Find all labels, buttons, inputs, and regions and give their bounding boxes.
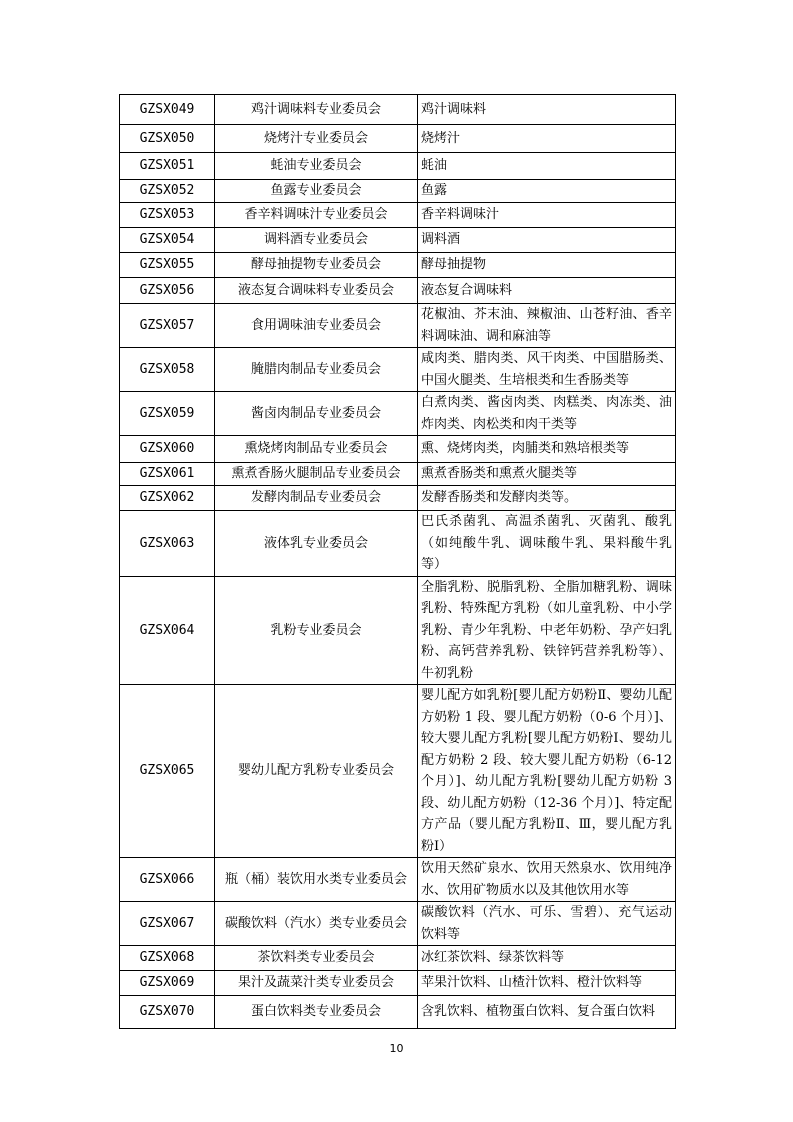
committee-code: GZSX057 <box>120 304 215 348</box>
committee-name: 腌腊肉制品专业委员会 <box>215 348 418 392</box>
table-row <box>120 486 676 511</box>
committee-code: GZSX067 <box>120 902 215 946</box>
committee-code: GZSX058 <box>120 348 215 392</box>
table-row <box>120 95 676 125</box>
committee-code: GZSX063 <box>120 511 215 577</box>
product-scope: 巴氏杀菌乳、高温杀菌乳、灭菌乳、酸乳（如纯酸牛乳、调味酸牛乳、果料酸牛乳等） <box>418 511 676 577</box>
product-scope: 蚝油 <box>418 153 676 180</box>
committee-code: GZSX053 <box>120 203 215 228</box>
committee-code: GZSX049 <box>120 95 215 125</box>
committee-code: GZSX062 <box>120 486 215 511</box>
committee-name: 鱼露专业委员会 <box>215 180 418 203</box>
committee-name: 发酵肉制品专业委员会 <box>215 486 418 511</box>
table-row <box>120 436 676 463</box>
committee-code: GZSX056 <box>120 278 215 304</box>
committee-code: GZSX066 <box>120 858 215 902</box>
table-row <box>120 278 676 304</box>
table-row <box>120 902 676 946</box>
committee-code: GZSX061 <box>120 463 215 486</box>
committee-name: 碳酸饮料（汽水）类专业委员会 <box>215 902 418 946</box>
committee-name: 婴幼儿配方乳粉专业委员会 <box>215 685 418 858</box>
committee-name: 蚝油专业委员会 <box>215 153 418 180</box>
committee-code: GZSX050 <box>120 125 215 153</box>
committee-code: GZSX068 <box>120 946 215 971</box>
committee-name: 食用调味油专业委员会 <box>215 304 418 348</box>
committee-name: 烧烤汁专业委员会 <box>215 125 418 153</box>
table-row <box>120 253 676 278</box>
committee-name: 茶饮料类专业委员会 <box>215 946 418 971</box>
table-row <box>120 511 676 577</box>
committee-table-body <box>120 95 676 1029</box>
product-scope: 含乳饮料、植物蛋白饮料、复合蛋白饮料 <box>418 996 676 1029</box>
table-row <box>120 463 676 486</box>
table-row <box>120 392 676 436</box>
committee-name: 乳粉专业委员会 <box>215 576 418 685</box>
product-scope: 全脂乳粉、脱脂乳粉、全脂加糖乳粉、调味乳粉、特殊配方乳粉（如儿童乳粉、中小学乳粉、青少年乳粉、中老年奶粉、孕产妇乳粉、高钙营养乳粉、铁锌钙营养乳粉等）、牛初乳粉 <box>418 576 676 685</box>
table-row <box>120 858 676 902</box>
table-row <box>120 125 676 153</box>
product-scope: 酵母抽提物 <box>418 253 676 278</box>
product-scope: 咸肉类、腊肉类、风干肉类、中国腊肠类、中国火腿类、生培根类和生香肠类等 <box>418 348 676 392</box>
committee-name: 酱卤肉制品专业委员会 <box>215 392 418 436</box>
committee-name: 瓶（桶）装饮用水类专业委员会 <box>215 858 418 902</box>
product-scope: 香辛料调味汁 <box>418 203 676 228</box>
product-scope: 饮用天然矿泉水、饮用天然泉水、饮用纯净水、饮用矿物质水以及其他饮用水等 <box>418 858 676 902</box>
product-scope: 白煮肉类、酱卤肉类、肉糕类、肉冻类、油炸肉类、肉松类和肉干类等 <box>418 392 676 436</box>
committee-code: GZSX052 <box>120 180 215 203</box>
committee-name: 蛋白饮料类专业委员会 <box>215 996 418 1029</box>
product-scope: 调料酒 <box>418 228 676 253</box>
committee-name: 鸡汁调味料专业委员会 <box>215 95 418 125</box>
committee-name: 熏烧烤肉制品专业委员会 <box>215 436 418 463</box>
committee-name: 酵母抽提物专业委员会 <box>215 253 418 278</box>
committee-code: GZSX069 <box>120 971 215 996</box>
committee-code: GZSX051 <box>120 153 215 180</box>
product-scope: 发酵香肠类和发酵肉类等。 <box>418 486 676 511</box>
committee-name: 香辛料调味汁专业委员会 <box>215 203 418 228</box>
committee-code: GZSX055 <box>120 253 215 278</box>
product-scope: 熏、烧烤肉类，肉脯类和熟培根类等 <box>418 436 676 463</box>
committee-name: 果汁及蔬菜汁类专业委员会 <box>215 971 418 996</box>
committee-name: 调料酒专业委员会 <box>215 228 418 253</box>
table-row <box>120 576 676 685</box>
committee-code: GZSX065 <box>120 685 215 858</box>
committee-code: GZSX054 <box>120 228 215 253</box>
product-scope: 液态复合调味料 <box>418 278 676 304</box>
table-row <box>120 180 676 203</box>
committee-name: 熏煮香肠火腿制品专业委员会 <box>215 463 418 486</box>
table-row <box>120 996 676 1029</box>
committee-code: GZSX064 <box>120 576 215 685</box>
table-row <box>120 971 676 996</box>
product-scope: 冰红茶饮料、绿茶饮料等 <box>418 946 676 971</box>
product-scope: 婴儿配方如乳粉[婴儿配方奶粉Ⅱ、婴幼儿配方奶粉 1 段、婴儿配方奶粉（0-6 个月）]、较大婴儿配方乳粉[婴儿配方奶粉Ⅰ、婴幼儿配方奶粉 2 段、较大婴儿配方奶粉（6-12 个月）]、幼儿配方乳粉[婴幼儿配方奶粉 3 段、幼儿配方奶粉（12-36 个月）]、特定配方产品（婴儿配方乳粉Ⅱ、Ⅲ，婴儿配方乳粉Ⅰ） <box>418 685 676 858</box>
table-row <box>120 304 676 348</box>
page-number: 10 <box>389 1042 404 1055</box>
committee-name: 液态复合调味料专业委员会 <box>215 278 418 304</box>
table-row <box>120 228 676 253</box>
table-row <box>120 348 676 392</box>
table-row <box>120 153 676 180</box>
product-scope: 鸡汁调味料 <box>418 95 676 125</box>
product-scope: 熏煮香肠类和熏煮火腿类等 <box>418 463 676 486</box>
committee-code: GZSX060 <box>120 436 215 463</box>
committee-code: GZSX059 <box>120 392 215 436</box>
product-scope: 苹果汁饮料、山楂汁饮料、橙汁饮料等 <box>418 971 676 996</box>
table-row <box>120 203 676 228</box>
committee-table <box>119 94 676 1029</box>
table-row <box>120 946 676 971</box>
product-scope: 烧烤汁 <box>418 125 676 153</box>
product-scope: 鱼露 <box>418 180 676 203</box>
product-scope: 花椒油、芥末油、辣椒油、山苍籽油、香辛料调味油、调和麻油等 <box>418 304 676 348</box>
table-row <box>120 685 676 858</box>
committee-code: GZSX070 <box>120 996 215 1029</box>
committee-name: 液体乳专业委员会 <box>215 511 418 577</box>
product-scope: 碳酸饮料（汽水、可乐、雪碧）、充气运动饮料等 <box>418 902 676 946</box>
